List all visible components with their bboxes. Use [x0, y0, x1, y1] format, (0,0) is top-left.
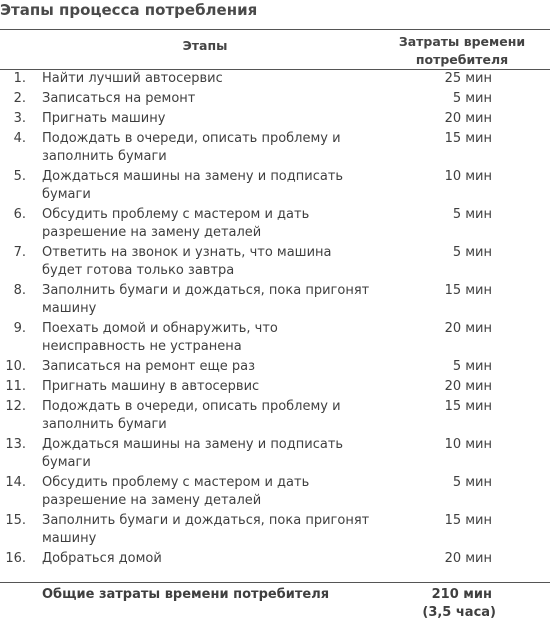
row-time: 15 мин: [444, 131, 492, 146]
row-stage: Заполнить бумаги и дождаться, пока пригонят машину: [42, 283, 370, 316]
row-stage: Добраться домой: [42, 551, 162, 566]
row-number: 1.: [13, 71, 26, 86]
total-hours: (3,5 часа): [422, 605, 496, 620]
footer-rule: [0, 582, 550, 583]
table-row: [0, 69, 550, 89]
table-row: [0, 89, 550, 109]
row-time: 20 мин: [444, 111, 492, 126]
row-number: 14.: [5, 475, 26, 490]
table-row: [0, 167, 550, 205]
table-row: [0, 435, 550, 473]
row-number: 8.: [13, 283, 26, 298]
header-time-line1: Затраты времени: [398, 34, 526, 49]
row-time: 25 мин: [444, 71, 492, 86]
row-number: 10.: [5, 359, 26, 374]
row-time: 5 мин: [452, 245, 492, 260]
row-stage: Пригнать машину: [42, 111, 166, 126]
total-label: Общие затраты времени потребителя: [42, 587, 330, 602]
row-time: 15 мин: [444, 283, 492, 298]
total-time: 210 мин: [431, 587, 492, 602]
row-stage: Подождать в очереди, описать проблему и заполнить бумаги: [42, 131, 341, 164]
row-time: 10 мин: [444, 169, 492, 184]
table-row: [0, 205, 550, 243]
row-time: 20 мин: [444, 379, 492, 394]
table-row: [0, 511, 550, 549]
table-row: [0, 129, 550, 167]
row-stage: Обсудить проблему с мастером и дать разрешение на замену деталей: [42, 475, 310, 508]
table-body: [0, 69, 550, 569]
row-number: 9.: [13, 321, 26, 336]
row-number: 11.: [5, 379, 26, 394]
row-stage: Заполнить бумаги и дождаться, пока пригонят машину: [42, 513, 370, 546]
table-footer: [0, 586, 550, 623]
table-row: [0, 549, 550, 569]
header-time-line2: потребителя: [415, 52, 509, 67]
row-time: 5 мин: [452, 207, 492, 222]
row-stage: Ответить на звонок и узнать, что машина будет готова только завтра: [42, 245, 332, 278]
row-stage: Подождать в очереди, описать проблему и заполнить бумаги: [42, 399, 341, 432]
row-time: 15 мин: [444, 513, 492, 528]
row-number: 3.: [13, 111, 26, 126]
row-time: 15 мин: [444, 399, 492, 414]
row-stage: Записаться на ремонт еще раз: [42, 359, 256, 374]
table-row: [0, 109, 550, 129]
table-header: [0, 29, 550, 71]
header-stage: Этапы: [182, 38, 228, 53]
row-number: 7.: [13, 245, 26, 260]
row-number: 12.: [5, 399, 26, 414]
row-time: 20 мин: [444, 551, 492, 566]
header-time: [376, 33, 548, 69]
row-stage: Обсудить проблему с мастером и дать разрешение на замену деталей: [42, 207, 310, 240]
table-row: [0, 473, 550, 511]
row-number: 15.: [5, 513, 26, 528]
row-stage: Найти лучший автосервис: [42, 71, 223, 86]
table-row: [0, 319, 550, 357]
row-number: 4.: [13, 131, 26, 146]
row-number: 2.: [13, 91, 26, 106]
row-stage: Дождаться машины на замену и подписать бумаги: [42, 437, 344, 470]
table-row: [0, 281, 550, 319]
table-row: [0, 397, 550, 435]
row-number: 5.: [13, 169, 26, 184]
row-time: 20 мин: [444, 321, 492, 336]
row-stage: Записаться на ремонт: [42, 91, 196, 106]
row-stage: Пригнать машину в автосервис: [42, 379, 260, 394]
row-stage: Поехать домой и обнаружить, что неисправность не устранена: [42, 321, 278, 354]
table-row: [0, 243, 550, 281]
page-title: Этапы процесса потребления: [0, 1, 258, 19]
row-number: 16.: [5, 551, 26, 566]
row-number: 13.: [5, 437, 26, 452]
table-row: [0, 377, 550, 397]
table-row: [0, 357, 550, 377]
row-time: 5 мин: [452, 91, 492, 106]
row-time: 5 мин: [452, 359, 492, 374]
row-time: 10 мин: [444, 437, 492, 452]
row-time: 5 мин: [452, 475, 492, 490]
row-stage: Дождаться машины на замену и подписать бумаги: [42, 169, 344, 202]
row-number: 6.: [13, 207, 26, 222]
